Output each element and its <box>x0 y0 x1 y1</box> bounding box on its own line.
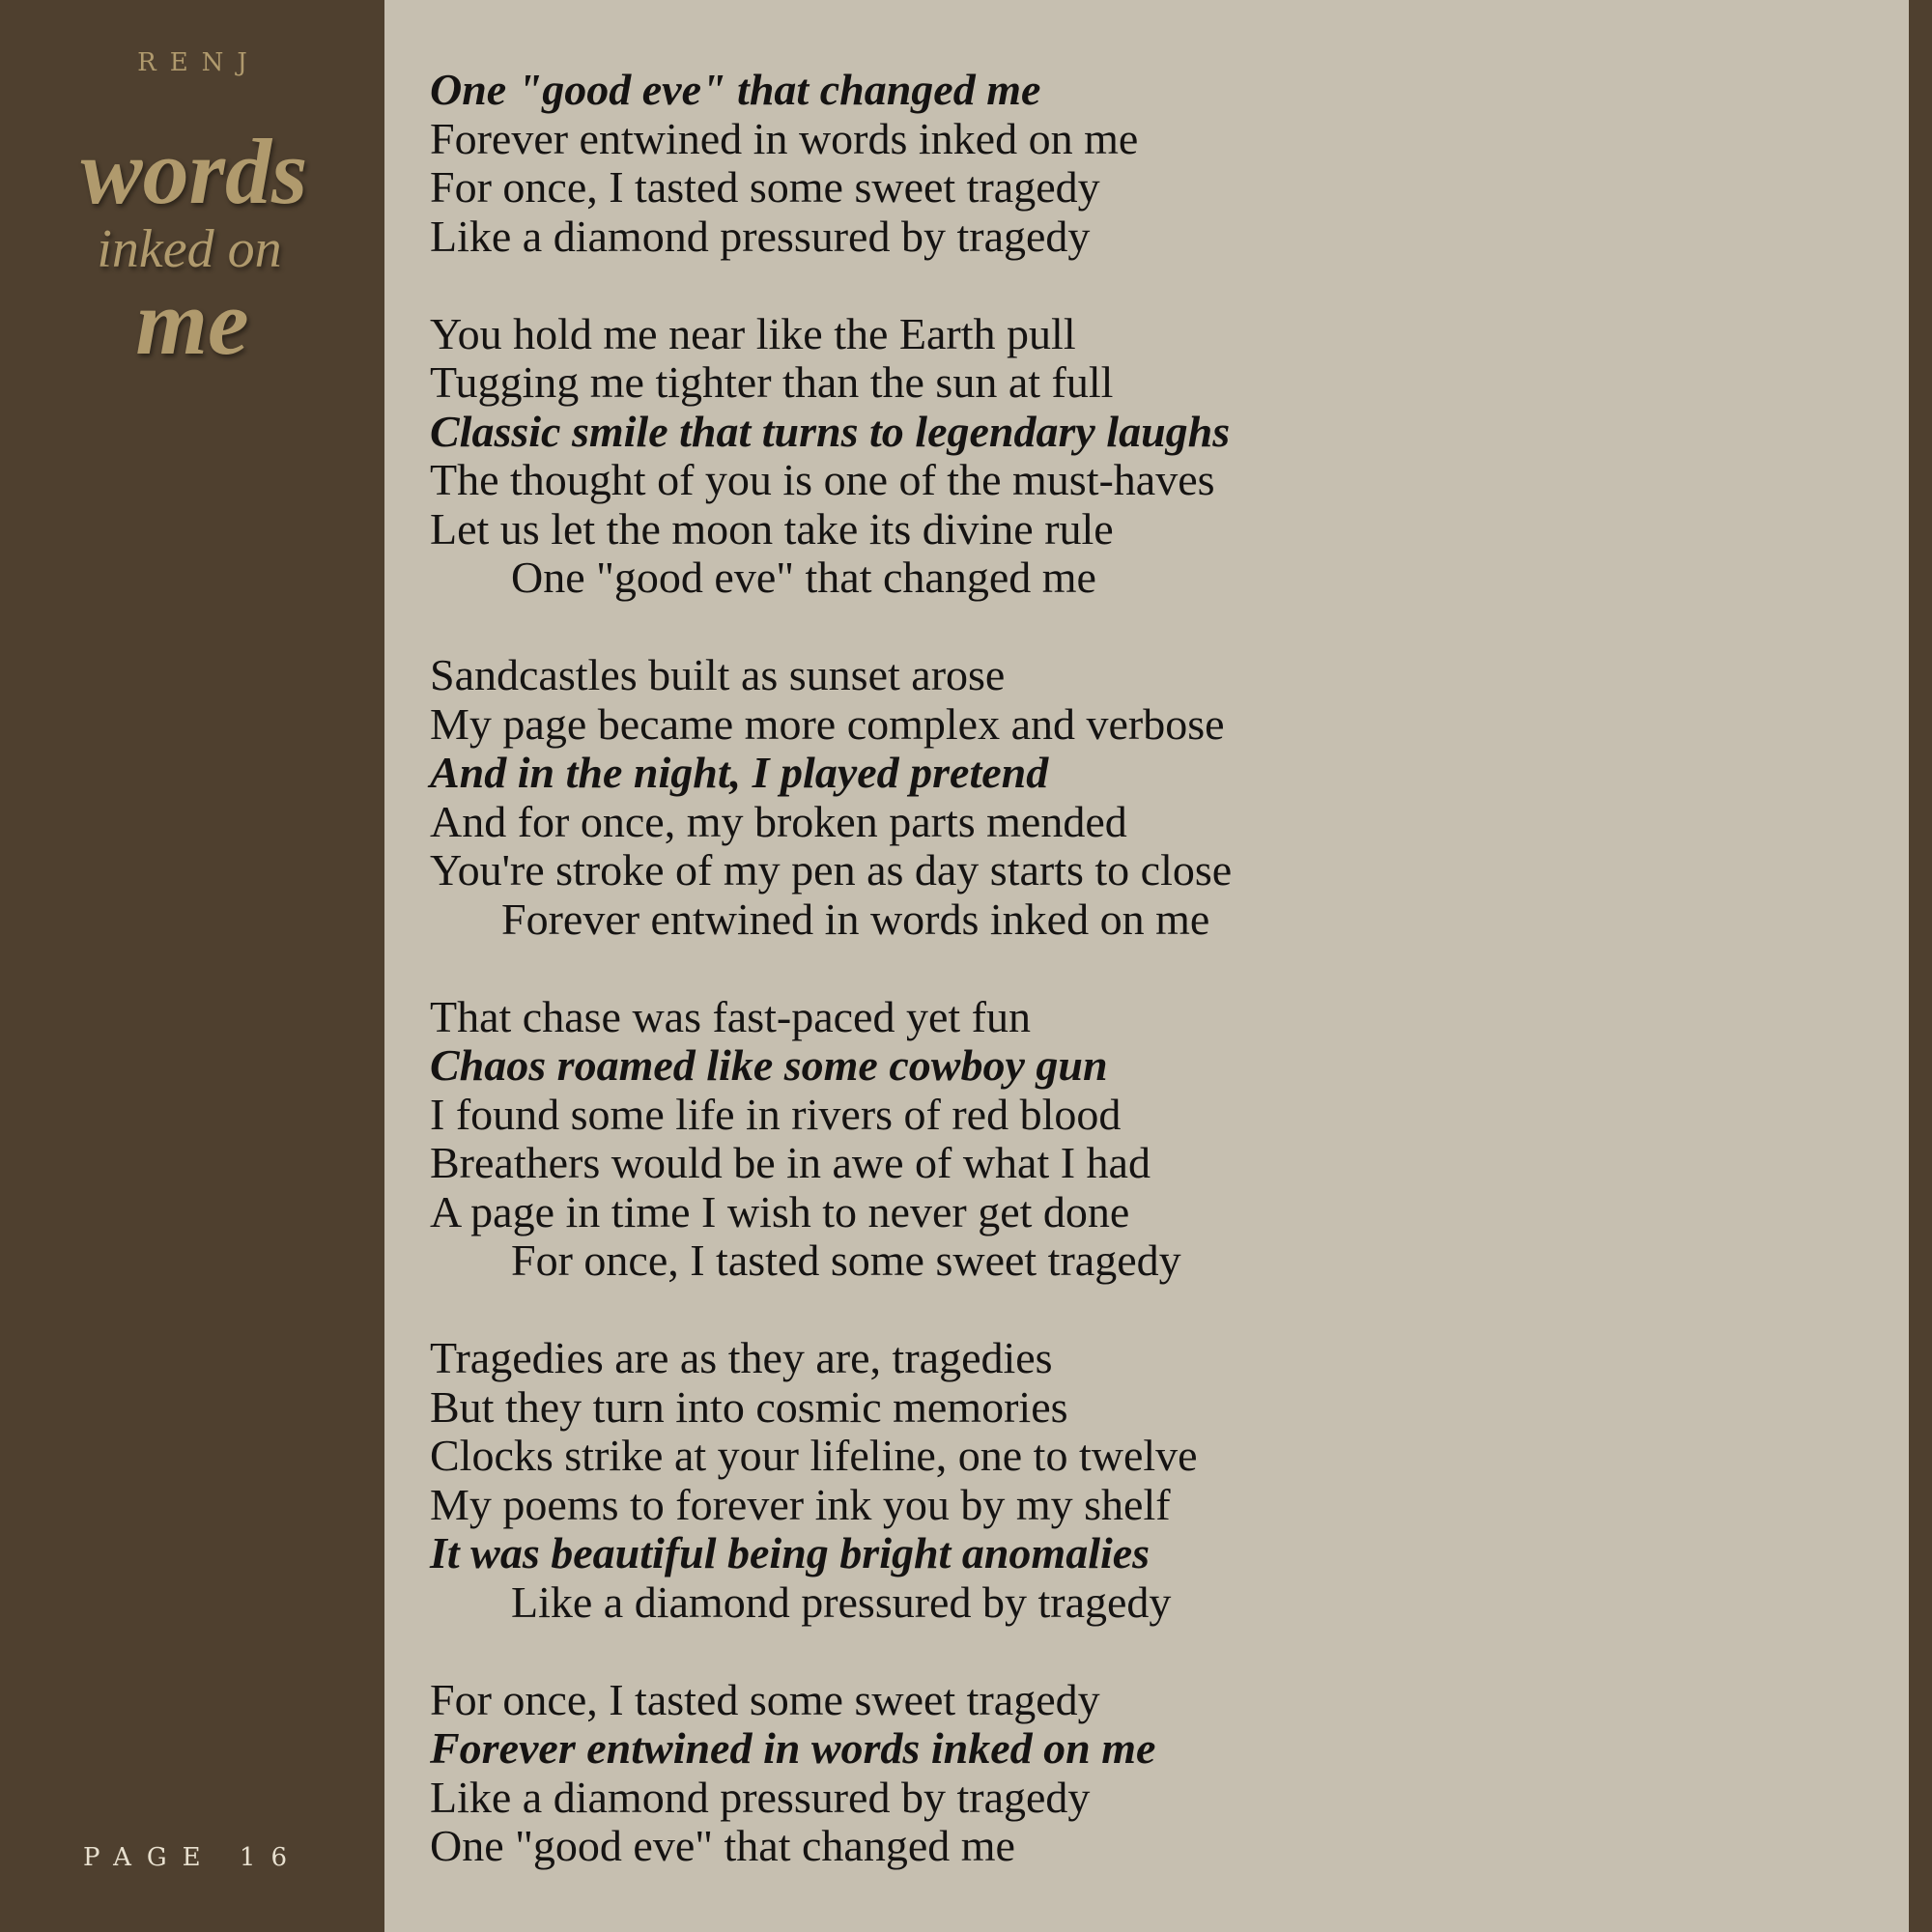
poem-line: One "good eve" that changed me <box>430 65 1041 114</box>
stanza-3 <box>430 651 1860 944</box>
poem-line: But they turn into cosmic memories <box>430 1381 1068 1432</box>
poem-line: Chaos roamed like some cowboy gun <box>430 1040 1108 1090</box>
poem-line: Like a diamond pressured by tragedy <box>430 1772 1091 1822</box>
title-line-1: words <box>80 120 308 223</box>
poem-line: That chase was fast-paced yet fun <box>430 991 1031 1041</box>
poem-line: It was beautiful being bright anomalies <box>430 1528 1151 1577</box>
author-name: RENJ <box>137 48 261 77</box>
poem-line: My page became more complex and verbose <box>430 698 1225 749</box>
book-title <box>0 120 384 374</box>
title-line-2: inked on <box>97 219 282 279</box>
sidebar <box>0 0 384 1932</box>
stanza-4 <box>430 993 1860 1286</box>
refrain-line: Like a diamond pressured by tragedy <box>511 1577 1172 1627</box>
poem-body <box>430 66 1860 1919</box>
title-line-3: me <box>135 270 249 374</box>
page-number: PAGE 16 <box>83 1843 302 1872</box>
poem-line: Forever entwined in words inked on me <box>430 1723 1156 1773</box>
poem-line: Clocks strike at your lifeline, one to twelve <box>430 1431 1198 1480</box>
poem-line: Classic smile that turns to legendary laughs <box>430 406 1231 456</box>
poem-line: You hold me near like the Earth pull <box>430 308 1076 358</box>
stanza-2 <box>430 310 1860 603</box>
poem-line: I found some life in rivers of red blood <box>430 1089 1122 1139</box>
stanza-5 <box>430 1334 1860 1627</box>
poem-line: And for once, my broken parts mended <box>430 796 1127 846</box>
poem-line: For once, I tasted some sweet tragedy <box>430 1674 1100 1724</box>
poem-line: My poems to forever ink you by my shelf <box>430 1479 1171 1529</box>
poem-line: One "good eve" that changed me <box>430 1821 1015 1870</box>
poem-line: You're stroke of my pen as day starts to close <box>430 845 1233 895</box>
refrain-line: One "good eve" that changed me <box>511 553 1096 602</box>
poem-line: Sandcastles built as sunset arose <box>430 650 1006 699</box>
stanza-1 <box>430 66 1860 261</box>
poem-line: Breathers would be in awe of what I had <box>430 1138 1151 1187</box>
poem-line: A page in time I wish to never get done <box>430 1186 1130 1236</box>
refrain-line: For once, I tasted some sweet tragedy <box>511 1236 1181 1285</box>
poem-line: And in the night, I played pretend <box>430 748 1049 797</box>
right-edge-strip <box>1909 0 1932 1932</box>
poem-line: Tragedies are as they are, tragedies <box>430 1333 1053 1382</box>
poem-line: Tugging me tighter than the sun at full <box>430 357 1114 407</box>
poem-line: Like a diamond pressured by tragedy <box>430 211 1091 261</box>
poem-line: Forever entwined in words inked on me <box>430 113 1139 163</box>
stanza-6 <box>430 1676 1860 1871</box>
poem-line: For once, I tasted some sweet tragedy <box>430 162 1100 212</box>
poem-line: The thought of you is one of the must-haves <box>430 455 1215 504</box>
poem-line: Let us let the moon take its divine rule <box>430 503 1114 554</box>
refrain-line: Forever entwined in words inked on me <box>501 894 1210 944</box>
